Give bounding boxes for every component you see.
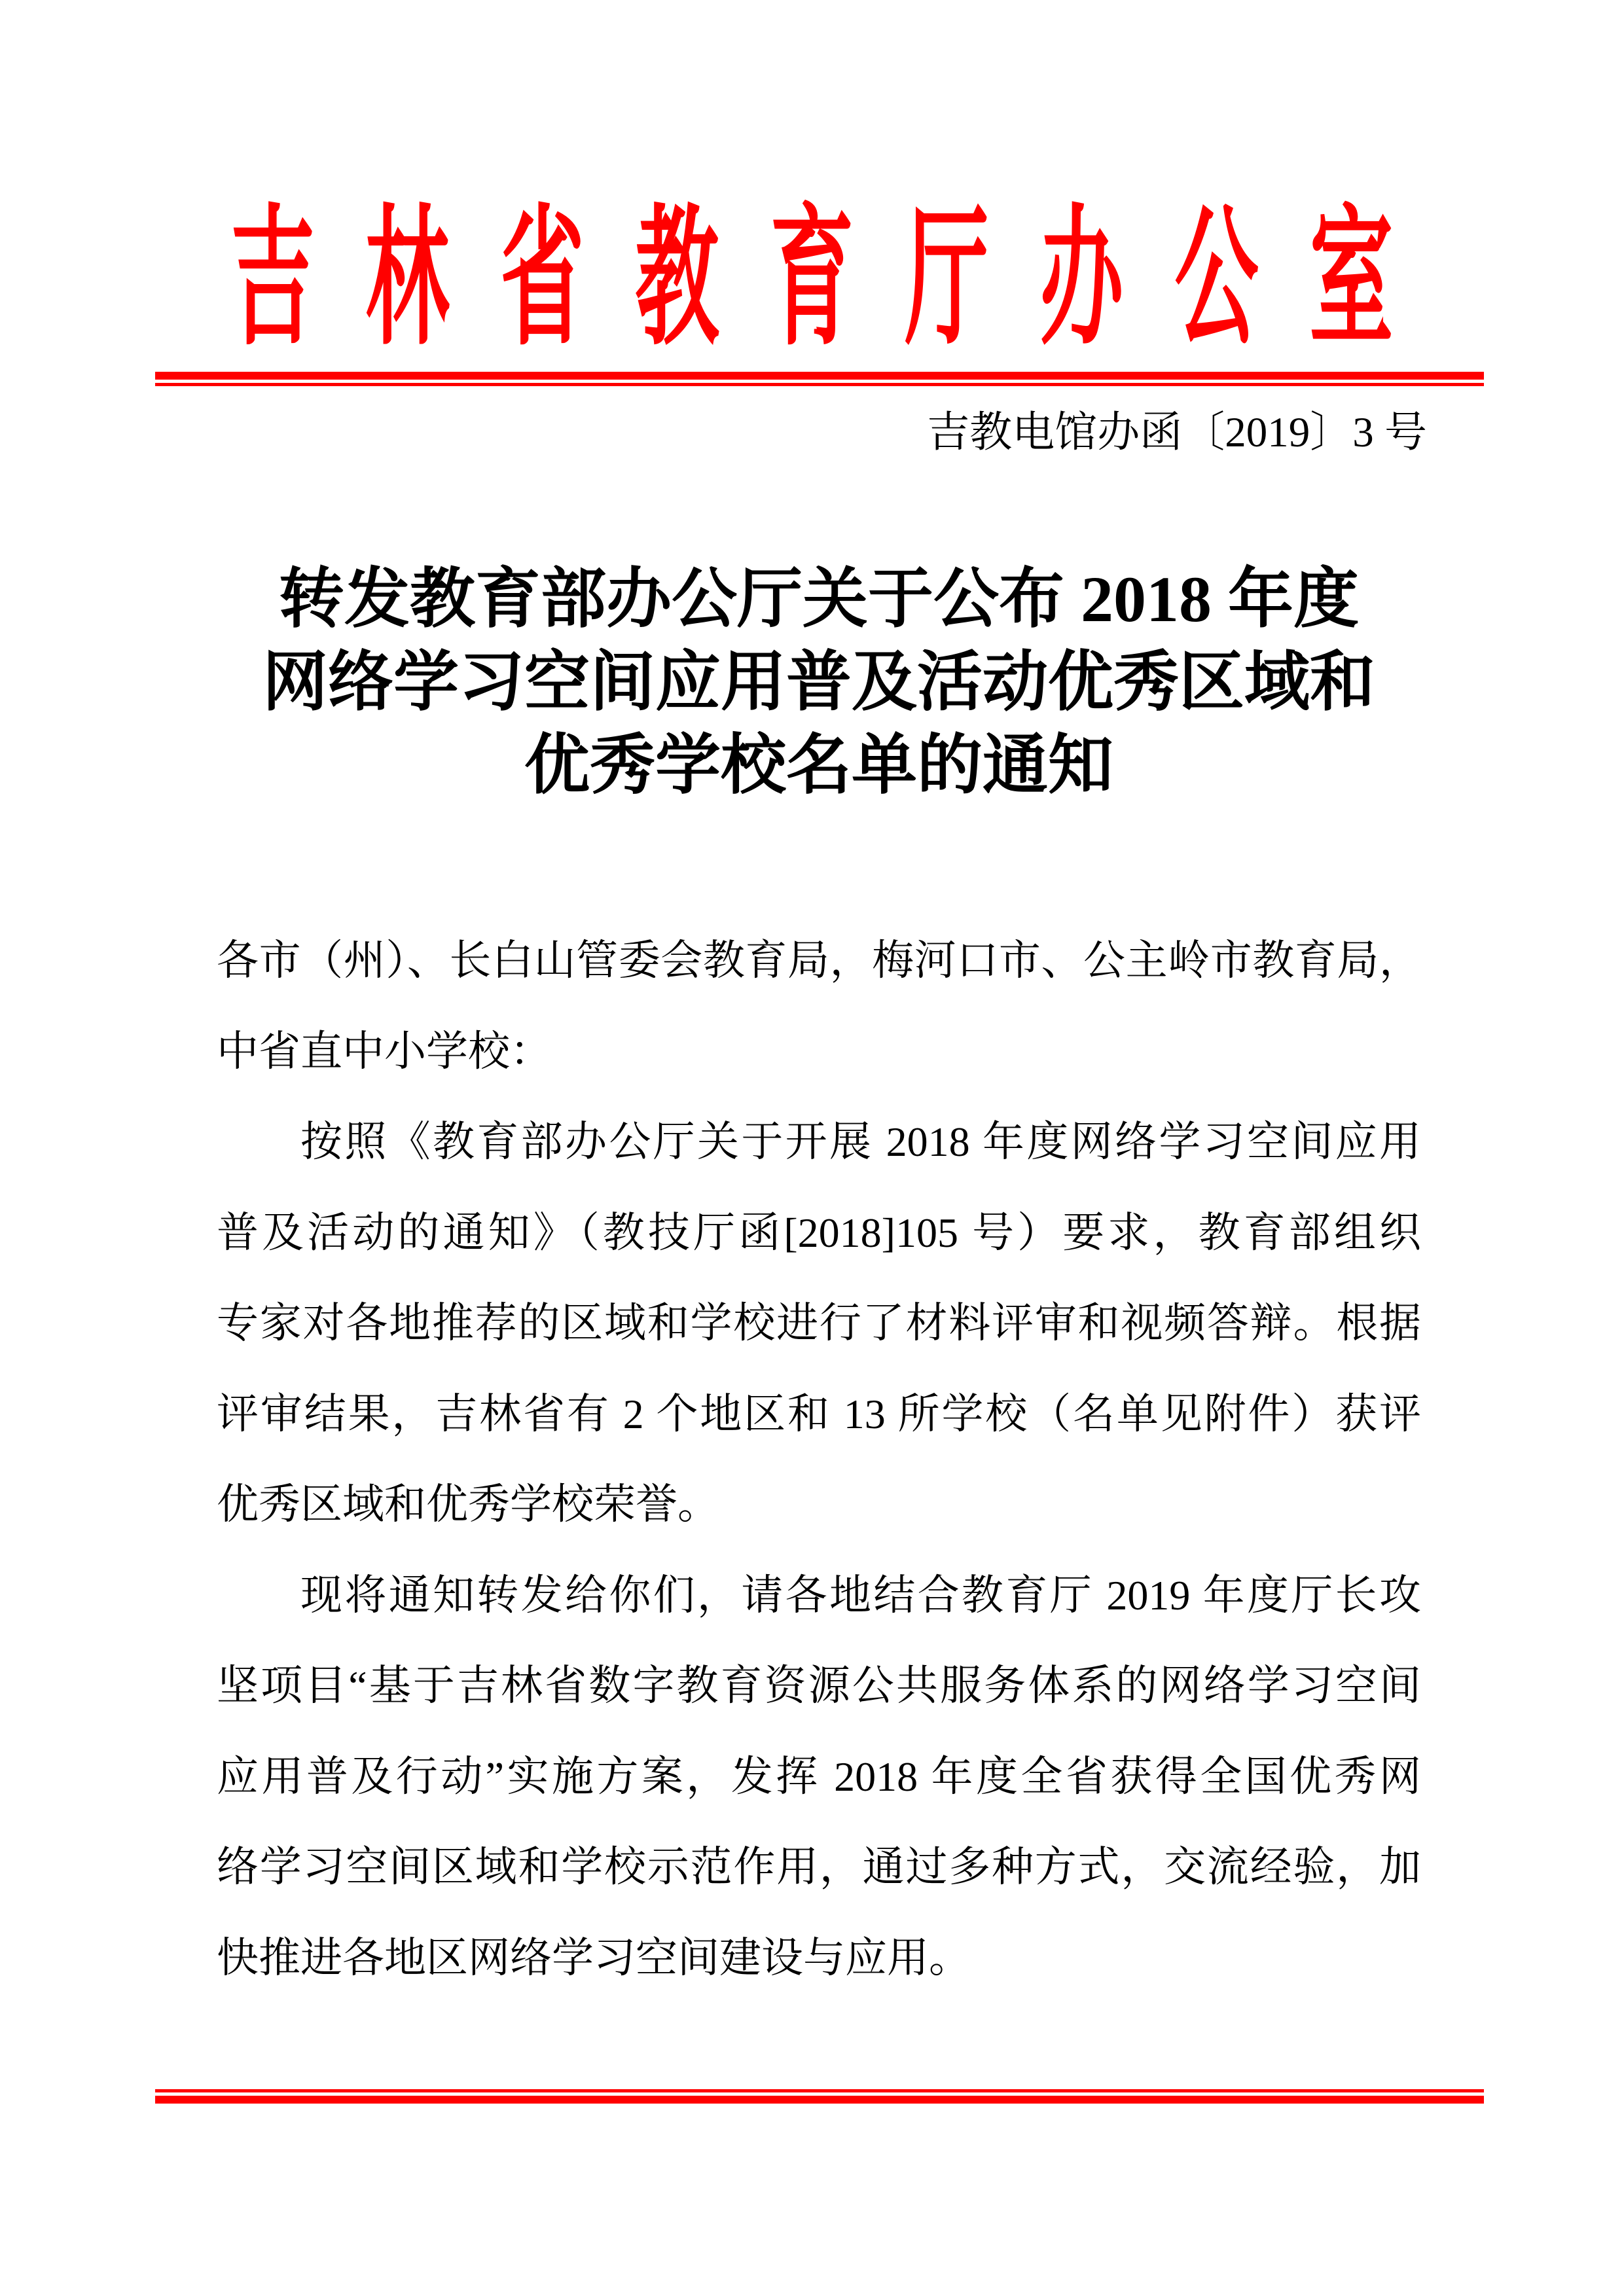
notice-body bbox=[217, 916, 1421, 2003]
body-line-11: 络学习空间区域和学校示范作用，通过多种方式，交流经验，加 bbox=[217, 1844, 1421, 1890]
body-line-1: 各市（州）、长白山管委会教育局，梅河口市、公主岭市教育局， bbox=[217, 937, 1421, 984]
letterhead-title: 吉林省教育厅办公室 bbox=[230, 194, 1445, 363]
body-line-10: 应用普及行动”实施方案，发挥 2018 年度全省获得全国优秀网 bbox=[217, 1753, 1421, 1800]
body-line-5: 专家对各地推荐的区域和学校进行了材料评审和视频答辩。根据 bbox=[217, 1300, 1421, 1346]
notice-title-line-3: 优秀学校名单的通知 bbox=[524, 729, 1113, 802]
body-line-7: 优秀区域和优秀学校荣誉。 bbox=[217, 1481, 719, 1528]
body-line-6: 评审结果，吉林省有 2 个地区和 13 所学校（名单见附件）获评 bbox=[217, 1390, 1421, 1437]
body-line-12: 快推进各地区网络学习空间建设与应用。 bbox=[217, 1934, 971, 1981]
body-line-4: 普及活动的通知》（教技厅函[2018]105 号）要求，教育部组织 bbox=[217, 1209, 1421, 1256]
body-line-9: 坚项目“基于吉林省数字教育资源公共服务体系的网络学习空间 bbox=[217, 1662, 1421, 1709]
body-line-2: 中省直中小学校： bbox=[217, 1028, 552, 1075]
bottom-rule-thin bbox=[155, 2089, 1484, 2092]
bottom-rule-thick bbox=[155, 2096, 1484, 2104]
top-rule-thin bbox=[155, 383, 1484, 386]
body-line-8: 现将通知转发给你们，请各地结合教育厅 2019 年度厅长攻 bbox=[300, 1571, 1421, 1619]
notice-title-line-1: 转发教育部办公厅关于公布 2018 年度 bbox=[279, 563, 1359, 636]
document-reference-number: 吉教电馆办函〔2019〕3 号 bbox=[927, 409, 1427, 456]
notice-title-line-2: 网络学习空间应用普及活动优秀区域和 bbox=[262, 646, 1375, 719]
top-rule-thick bbox=[155, 372, 1484, 380]
body-line-3: 按照《教育部办公厅关于开展 2018 年度网络学习空间应用 bbox=[300, 1119, 1421, 1165]
notice-title bbox=[217, 558, 1421, 807]
